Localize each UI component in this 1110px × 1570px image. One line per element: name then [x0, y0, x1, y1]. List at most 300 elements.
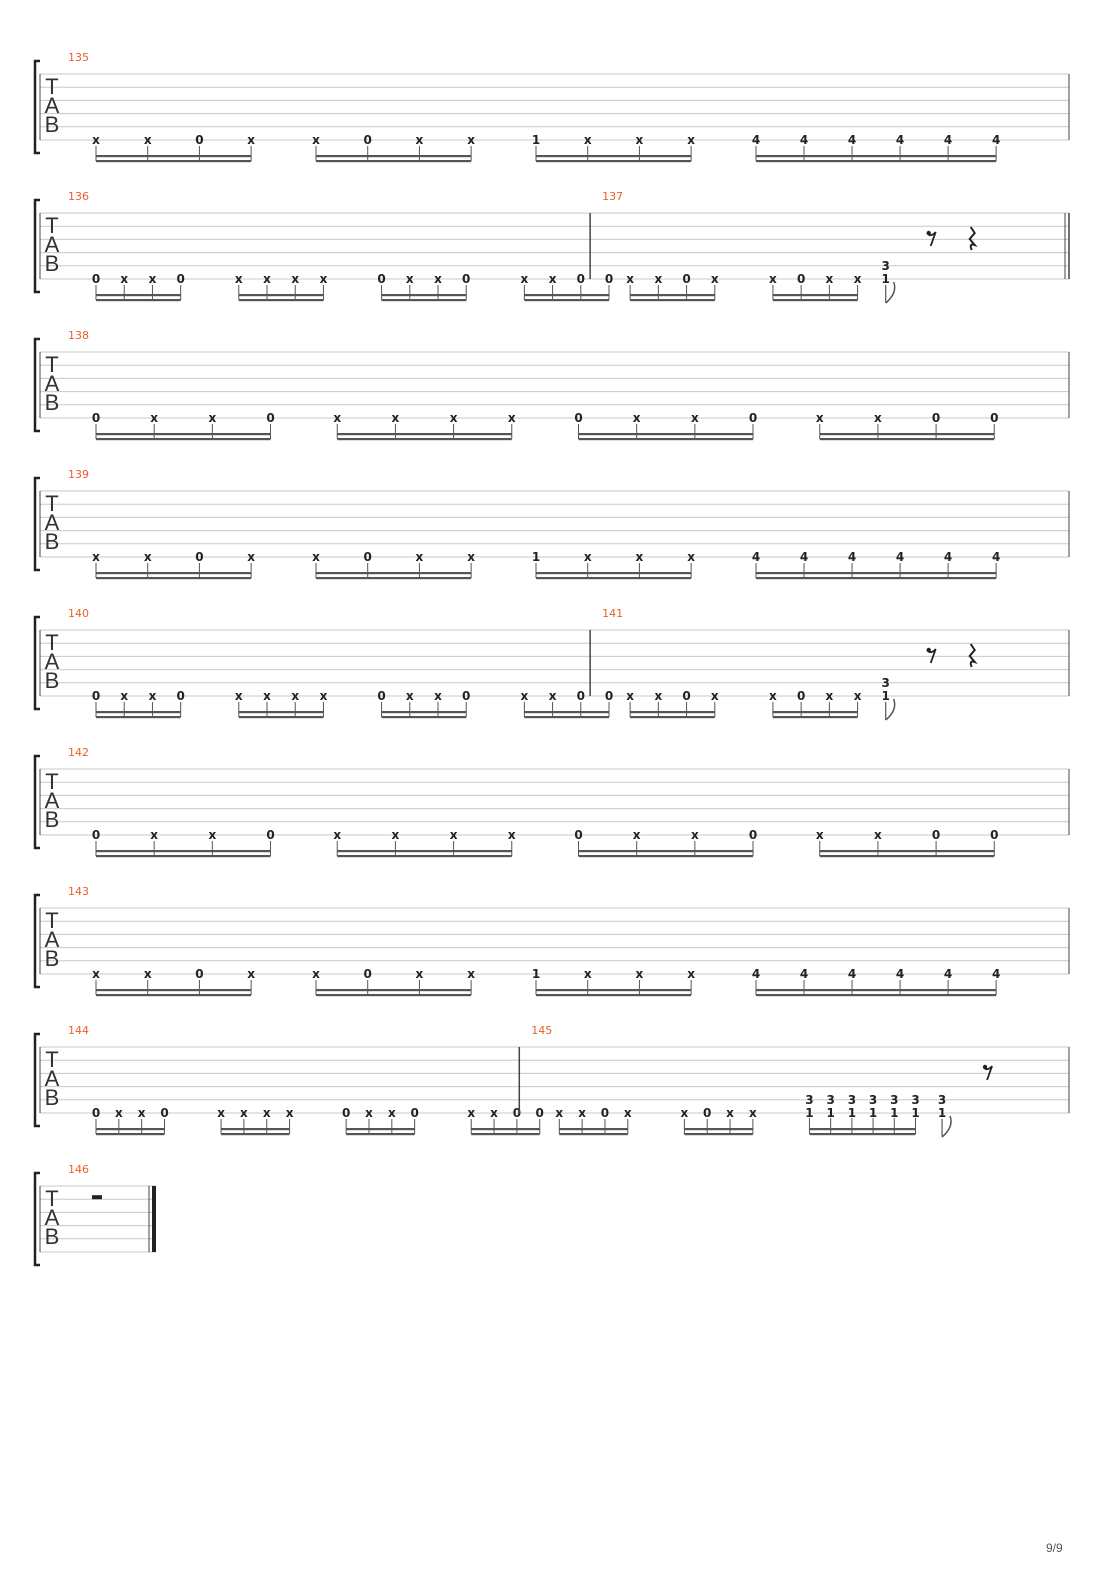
- fret-number: x: [507, 411, 516, 425]
- beam: [337, 438, 512, 440]
- fret-number: 4: [943, 967, 953, 981]
- fret-number: x: [555, 1106, 564, 1120]
- fret-number: 4: [895, 550, 905, 564]
- fret-number: x: [391, 411, 400, 425]
- fret-number: x: [150, 411, 159, 425]
- beam: [96, 1133, 165, 1135]
- fret-number: x: [825, 272, 834, 286]
- beam: [820, 850, 995, 852]
- fret-number: x: [120, 272, 129, 286]
- tab-clef-letter: T: [45, 1186, 59, 1211]
- tab-clef-letter: A: [44, 927, 60, 952]
- fret-number: 4: [943, 133, 953, 147]
- fret-number: 1: [826, 1106, 835, 1120]
- fret-number: x: [548, 272, 557, 286]
- beam: [524, 711, 609, 713]
- fret-number: 4: [943, 550, 953, 564]
- fret-number: 0: [266, 828, 275, 842]
- beam: [524, 294, 609, 296]
- fret-number: x: [405, 272, 414, 286]
- fret-number: 4: [895, 133, 905, 147]
- beam: [382, 299, 467, 301]
- fret-number: 0: [574, 828, 583, 842]
- fret-number: x: [583, 550, 592, 564]
- fret-number: 1: [890, 1106, 899, 1120]
- fret-number: 1: [531, 550, 541, 564]
- measure-number: 136: [68, 190, 89, 203]
- fret-number: x: [467, 550, 475, 564]
- beam: [820, 433, 995, 435]
- fret-number: 4: [799, 967, 809, 981]
- fret-number: 0: [535, 1106, 544, 1120]
- fret-number: x: [687, 967, 695, 981]
- fret-number: 1: [531, 967, 541, 981]
- tab-clef-letter: B: [44, 112, 60, 137]
- fret-number: 4: [847, 967, 857, 981]
- beam: [96, 855, 271, 857]
- beam: [382, 716, 467, 718]
- beam: [579, 850, 754, 852]
- fret-number: 3: [937, 1092, 947, 1107]
- fret-number: x: [415, 967, 424, 981]
- fret-number: 0: [363, 967, 372, 981]
- fret-number: 0: [195, 550, 204, 564]
- tab-clef-letter: A: [44, 649, 60, 674]
- tab-clef-letter: A: [44, 510, 60, 535]
- tab-clef-letter: B: [44, 807, 60, 832]
- system-bracket: [35, 478, 40, 570]
- fret-number: x: [319, 689, 328, 703]
- fret-number: x: [247, 967, 255, 981]
- fret-number: 3: [881, 675, 890, 690]
- beam: [239, 294, 324, 296]
- fret-number: 1: [911, 1106, 920, 1120]
- fret-number: x: [208, 411, 217, 425]
- fret-number: 0: [363, 133, 372, 147]
- fret-number: 0: [574, 411, 583, 425]
- fret-number: x: [520, 272, 529, 286]
- fret-number: 4: [847, 133, 857, 147]
- fret-number: x: [333, 411, 342, 425]
- fret-number: 4: [799, 133, 809, 147]
- fret-number: 0: [576, 689, 585, 703]
- fret-number: 0: [604, 272, 614, 286]
- fret-number: x: [285, 1106, 294, 1120]
- beam: [96, 994, 251, 996]
- fret-number: x: [874, 828, 882, 842]
- measure-number: 146: [68, 1163, 89, 1176]
- fret-number: x: [467, 133, 475, 147]
- fret-number: x: [217, 1106, 225, 1120]
- measure-number: 145: [531, 1024, 553, 1037]
- beam: [239, 716, 324, 718]
- fret-number: x: [583, 133, 592, 147]
- beam: [346, 1133, 415, 1135]
- fret-number: 0: [990, 411, 999, 425]
- half-rest: [92, 1195, 102, 1199]
- fret-number: 0: [462, 272, 471, 286]
- fret-number: 4: [991, 967, 1001, 981]
- beam: [382, 294, 467, 296]
- tab-clef-letter: T: [45, 908, 59, 933]
- fret-number: x: [234, 689, 243, 703]
- system-bracket: [35, 61, 40, 153]
- beam: [756, 994, 996, 996]
- fret-number: 0: [377, 272, 386, 286]
- tab-clef-letter: T: [45, 491, 59, 516]
- tab-clef-letter: A: [44, 232, 60, 257]
- fret-number: x: [635, 967, 644, 981]
- tab-clef-letter: T: [45, 769, 59, 794]
- system-bracket: [35, 339, 40, 431]
- beam: [820, 855, 995, 857]
- fret-number: x: [143, 967, 152, 981]
- fret-number: 0: [266, 411, 275, 425]
- fret-number: x: [623, 1106, 632, 1120]
- measure-number: 144: [68, 1024, 89, 1037]
- fret-number: 0: [604, 689, 614, 703]
- fret-number: x: [687, 133, 695, 147]
- fret-number: x: [208, 828, 217, 842]
- fret-number: x: [263, 689, 271, 703]
- tab-clef-letter: B: [44, 1085, 60, 1110]
- fret-number: x: [263, 272, 271, 286]
- beam: [684, 1128, 753, 1130]
- fret-number: x: [391, 828, 400, 842]
- fret-number: x: [150, 828, 159, 842]
- beam: [96, 850, 271, 852]
- fret-number: 4: [895, 967, 905, 981]
- fret-number: 0: [91, 689, 101, 703]
- fret-number: x: [467, 967, 475, 981]
- fret-number: x: [690, 411, 699, 425]
- fret-number: x: [365, 1106, 373, 1120]
- fret-number: x: [635, 133, 644, 147]
- beam: [579, 433, 754, 435]
- fret-number: x: [143, 133, 152, 147]
- fret-number: x: [507, 828, 516, 842]
- fret-number: x: [137, 1106, 146, 1120]
- fret-number: 0: [91, 411, 101, 425]
- fret-number: 4: [751, 133, 761, 147]
- beam: [221, 1128, 290, 1130]
- fret-number: x: [92, 133, 100, 147]
- measure-number: 140: [68, 607, 89, 620]
- beam: [579, 438, 754, 440]
- fret-number: 1: [937, 1106, 947, 1120]
- beam: [316, 989, 471, 991]
- measure-number: 135: [68, 51, 89, 64]
- system-bracket: [35, 756, 40, 848]
- tab-clef-letter: A: [44, 1066, 60, 1091]
- eighth-rest-dot: [927, 648, 931, 652]
- beam: [773, 711, 858, 713]
- beam: [820, 438, 995, 440]
- beam: [316, 577, 471, 579]
- beam: [96, 155, 251, 157]
- fret-number: x: [148, 272, 157, 286]
- fret-number: 0: [748, 411, 758, 425]
- fret-number: 3: [826, 1092, 835, 1107]
- fret-number: x: [583, 967, 592, 981]
- fret-number: 1: [531, 133, 541, 147]
- fret-number: 1: [805, 1106, 814, 1120]
- beam: [221, 1133, 290, 1135]
- quarter-rest: [970, 227, 975, 250]
- fret-number: x: [626, 272, 635, 286]
- fret-number: x: [449, 828, 458, 842]
- tab-clef-letter: T: [45, 1047, 59, 1072]
- fret-number: x: [520, 689, 529, 703]
- beam: [579, 855, 754, 857]
- tab-clef-letter: T: [45, 74, 59, 99]
- fret-number: x: [234, 272, 243, 286]
- beam: [96, 160, 251, 162]
- fret-number: x: [825, 689, 834, 703]
- fret-number: 0: [176, 272, 185, 286]
- beam: [630, 294, 715, 296]
- beam: [337, 850, 512, 852]
- fret-number: 3: [881, 258, 890, 273]
- beam: [756, 155, 996, 157]
- fret-number: x: [635, 550, 644, 564]
- measure-number: 137: [602, 190, 624, 203]
- measure-number: 138: [68, 329, 89, 342]
- beam: [316, 155, 471, 157]
- fret-number: x: [769, 272, 777, 286]
- beam: [96, 433, 271, 435]
- fret-number: x: [415, 133, 424, 147]
- beam: [524, 299, 609, 301]
- measure-number: 143: [68, 885, 89, 898]
- fret-number: 0: [195, 133, 204, 147]
- fret-number: x: [626, 689, 635, 703]
- fret-number: 0: [410, 1106, 419, 1120]
- system-bracket: [35, 895, 40, 987]
- fret-number: x: [291, 272, 300, 286]
- fret-number: x: [148, 689, 157, 703]
- beam: [316, 572, 471, 574]
- fret-number: 0: [91, 272, 101, 286]
- fret-number: x: [632, 828, 641, 842]
- fret-number: x: [434, 272, 442, 286]
- beam: [536, 155, 691, 157]
- tab-clef-letter: T: [45, 630, 59, 655]
- fret-number: x: [467, 1106, 476, 1120]
- beam: [773, 716, 858, 718]
- fret-number: 4: [751, 550, 761, 564]
- fret-number: 0: [796, 689, 806, 703]
- fret-number: 1: [868, 1106, 878, 1120]
- fret-number: 0: [377, 689, 386, 703]
- fret-number: x: [449, 411, 458, 425]
- system-bracket: [35, 1034, 40, 1126]
- beam: [630, 711, 715, 713]
- beam: [756, 989, 996, 991]
- beam: [96, 294, 181, 296]
- fret-number: 3: [868, 1092, 878, 1107]
- beam: [96, 716, 181, 718]
- beam: [96, 1128, 165, 1130]
- fret-number: 0: [682, 689, 691, 703]
- fret-number: x: [114, 1106, 123, 1120]
- beam: [756, 577, 996, 579]
- beam: [96, 577, 251, 579]
- beam: [316, 994, 471, 996]
- measure-number: 139: [68, 468, 89, 481]
- fret-number: x: [240, 1106, 248, 1120]
- fret-number: 0: [195, 967, 204, 981]
- beam: [536, 994, 691, 996]
- fret-number: x: [434, 689, 442, 703]
- eighth-rest-dot: [983, 1065, 987, 1069]
- fret-number: x: [120, 689, 129, 703]
- beam: [96, 572, 251, 574]
- fret-number: x: [680, 1106, 689, 1120]
- system-bracket: [35, 617, 40, 709]
- beam: [96, 711, 181, 713]
- fret-number: 4: [991, 550, 1001, 564]
- fret-number: x: [710, 272, 719, 286]
- fret-number: 0: [748, 828, 758, 842]
- fret-number: x: [769, 689, 777, 703]
- beam: [773, 299, 858, 301]
- tab-clef-letter: B: [44, 1224, 60, 1249]
- tab-clef-letter: B: [44, 529, 60, 554]
- fret-number: 1: [847, 1106, 857, 1120]
- tab-clef-letter: A: [44, 93, 60, 118]
- fret-number: x: [853, 272, 862, 286]
- beam: [756, 160, 996, 162]
- fret-number: 3: [911, 1092, 920, 1107]
- fret-number: 0: [796, 272, 806, 286]
- fret-number: x: [333, 828, 342, 842]
- quarter-rest: [970, 644, 975, 667]
- fret-number: 0: [703, 1106, 712, 1120]
- fret-number: 1: [881, 689, 890, 703]
- beam: [239, 711, 324, 713]
- fret-number: x: [247, 550, 255, 564]
- fret-number: 1: [881, 272, 890, 286]
- fret-number: 4: [751, 967, 761, 981]
- beam: [382, 711, 467, 713]
- beam: [96, 438, 271, 440]
- beam: [96, 989, 251, 991]
- beam: [559, 1128, 628, 1130]
- fret-number: x: [815, 411, 824, 425]
- beam: [316, 160, 471, 162]
- fret-number: 0: [931, 828, 941, 842]
- beam: [809, 1133, 915, 1135]
- fret-number: 0: [363, 550, 372, 564]
- fret-number: 0: [160, 1106, 169, 1120]
- tab-clef-letter: B: [44, 668, 60, 693]
- beam: [809, 1128, 915, 1130]
- beam: [536, 989, 691, 991]
- measure-number: 141: [602, 607, 624, 620]
- beam: [559, 1133, 628, 1135]
- tab-clef-letter: T: [45, 352, 59, 377]
- beam: [536, 577, 691, 579]
- fret-number: 0: [341, 1106, 351, 1120]
- fret-number: 0: [91, 1106, 101, 1120]
- beam: [337, 855, 512, 857]
- fret-number: x: [319, 272, 328, 286]
- fret-number: x: [247, 133, 255, 147]
- fret-number: 0: [176, 689, 185, 703]
- fret-number: x: [405, 689, 414, 703]
- tab-clef-letter: T: [45, 213, 59, 238]
- fret-number: 0: [990, 828, 999, 842]
- fret-number: 0: [682, 272, 691, 286]
- fret-number: x: [654, 689, 663, 703]
- fret-number: 0: [512, 1106, 522, 1120]
- beam: [471, 1128, 540, 1130]
- fret-number: x: [687, 550, 695, 564]
- fret-number: x: [815, 828, 824, 842]
- beam: [471, 1133, 540, 1135]
- fret-number: x: [490, 1106, 498, 1120]
- fret-number: x: [690, 828, 699, 842]
- tab-clef-letter: A: [44, 788, 60, 813]
- beam: [337, 433, 512, 435]
- fret-number: x: [578, 1106, 587, 1120]
- beam: [524, 716, 609, 718]
- fret-number: 4: [991, 133, 1001, 147]
- fret-number: x: [726, 1106, 734, 1120]
- fret-number: 0: [576, 272, 585, 286]
- beam: [536, 160, 691, 162]
- beam: [630, 716, 715, 718]
- fret-number: 3: [847, 1092, 857, 1107]
- fret-number: x: [312, 133, 320, 147]
- fret-number: x: [312, 967, 320, 981]
- beam: [96, 299, 181, 301]
- fret-number: 4: [799, 550, 809, 564]
- fret-number: x: [312, 550, 320, 564]
- fret-number: 0: [91, 828, 101, 842]
- fret-number: x: [853, 689, 862, 703]
- system-bracket: [35, 200, 40, 292]
- fret-number: 4: [847, 550, 857, 564]
- fret-number: 0: [462, 689, 471, 703]
- fret-number: x: [874, 411, 882, 425]
- fret-number: x: [548, 689, 557, 703]
- fret-number: x: [262, 1106, 271, 1120]
- fret-number: 3: [890, 1092, 899, 1107]
- beam: [756, 572, 996, 574]
- beam: [536, 572, 691, 574]
- tab-clef-letter: A: [44, 1205, 60, 1230]
- beam: [773, 294, 858, 296]
- fret-number: 3: [805, 1092, 814, 1107]
- beam: [684, 1133, 753, 1135]
- system-bracket: [35, 1173, 40, 1265]
- page-number: 9/9: [1046, 1541, 1063, 1555]
- fret-number: 0: [931, 411, 941, 425]
- tab-clef-letter: B: [44, 390, 60, 415]
- fret-number: x: [291, 689, 300, 703]
- fret-number: x: [143, 550, 152, 564]
- fret-number: x: [749, 1106, 757, 1120]
- fret-number: x: [632, 411, 641, 425]
- eighth-rest-dot: [927, 231, 931, 235]
- tab-clef-letter: B: [44, 946, 60, 971]
- fret-number: x: [415, 550, 424, 564]
- fret-number: x: [710, 689, 719, 703]
- fret-number: x: [654, 272, 663, 286]
- fret-number: 0: [600, 1106, 610, 1120]
